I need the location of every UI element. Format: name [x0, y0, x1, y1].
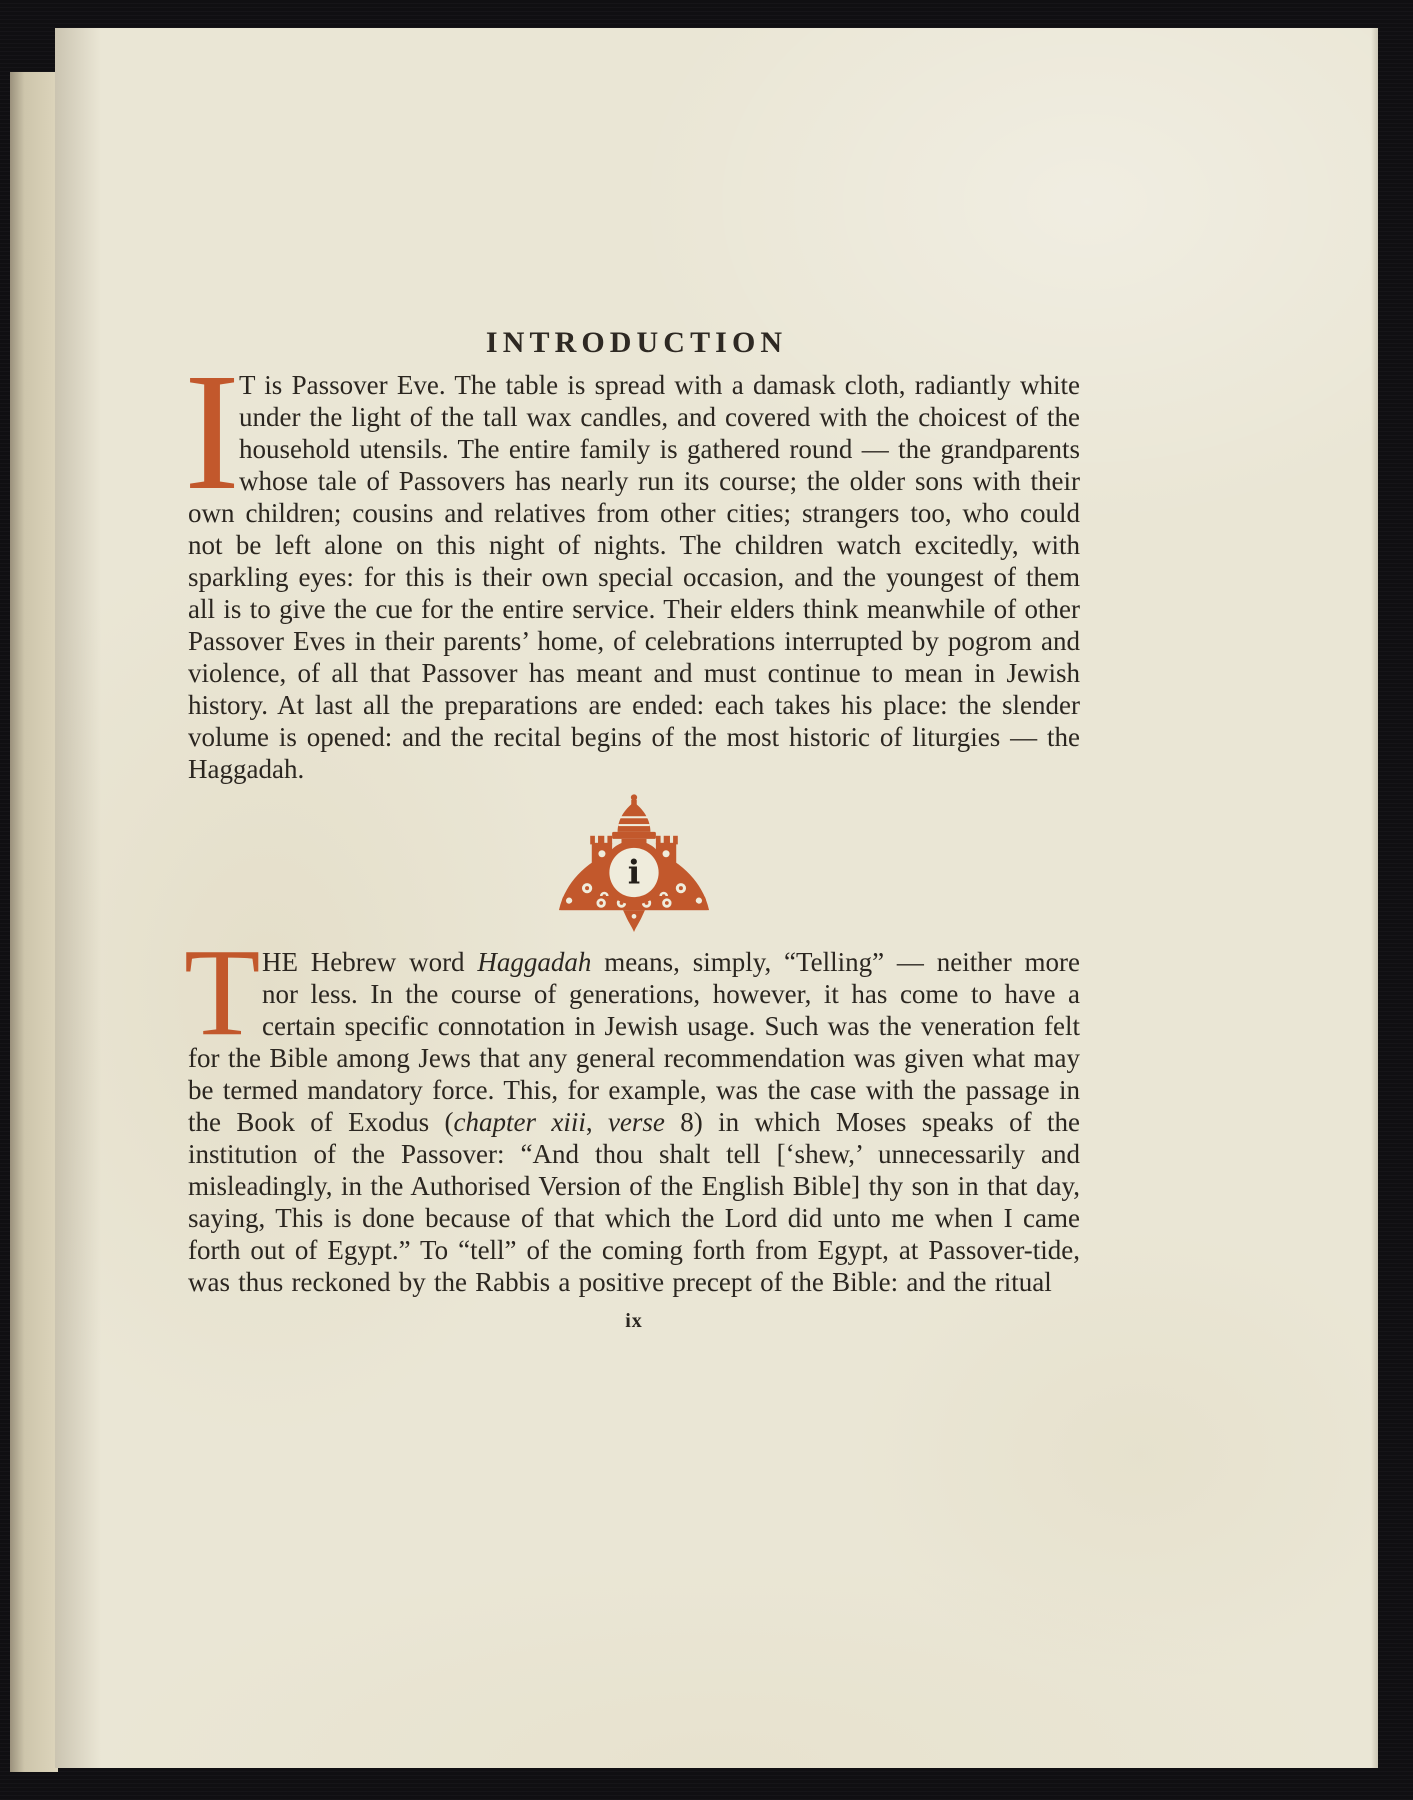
dropcap-letter-T: T	[184, 924, 261, 1062]
text-segment: ,	[585, 1107, 608, 1137]
section-ornament-icon	[548, 791, 720, 940]
dropcap-letter-I: I	[184, 339, 240, 525]
text-segment-italic: chapter xiii	[453, 1107, 586, 1137]
text-segment: means, simply, “Telling” — neither more nor less. In the course of generations, however, it has come to have a certain specific connotation in Jewish usage. Such was the veneration felt for the Bible among Jews that any general recommendation was given what may be termed mandatory force. This, for example, was the case with the passage in the Book of Exodus (	[188, 947, 1080, 1137]
dropcap-box	[184, 924, 261, 1062]
page-under-edge	[10, 72, 58, 1772]
text-column	[184, 28, 1080, 1333]
page-title: INTRODUCTION	[485, 326, 788, 359]
text-segment-italic: Haggadah	[477, 947, 592, 977]
section-divider	[188, 791, 1080, 940]
text-segment: HE Hebrew word	[262, 947, 478, 977]
book-page	[55, 28, 1378, 1768]
text-segment: 8) in which Moses speaks of the institution of the Passover: “And thou shalt tell [‘shew,’ unnecessarily and misleadingly, in the Authorised Version of the English Bible] thy son in that day, saying, This is done because of that which the Lord did unto me when I came forth out of Egypt.” To “tell” of the coming forth from Egypt, at Passover-tide, was thus reckoned by the Rabbis a positive precept of the Bible: and the ritual	[188, 1107, 1080, 1297]
text-segment-italic: verse	[607, 1107, 665, 1137]
page-number: ix	[625, 1310, 643, 1332]
paragraph-1-text: T is Passover Eve. The table is spread with a damask cloth, radiantly white under the light of the tall wax candles, and covered with the choicest of the household utensils. The entire family is gathered round — the grandparents whose tale of Passovers has nearly run its course; the older sons with their own children; cousins and relatives from other cities; strangers too, who could not be left alone on this night of nights. The children watch excitedly, with sparkling eyes: for this is their own special occasion, and the youngest of them all is to give the cue for the entire service. Their elders think meanwhile of other Passover Eves in their parents’ home, of celebrations interrupted by pogrom and violence, of all that Passover has meant and must continue to mean in Jewish history. At last all the preparations are ended: each takes his place: the slender volume is opened: and the recital begins of the most historic of liturgies — the Haggadah.	[188, 370, 1080, 784]
dropcap-box	[184, 339, 240, 525]
section-number: i	[627, 852, 641, 892]
paragraph-2	[184, 924, 1080, 1298]
